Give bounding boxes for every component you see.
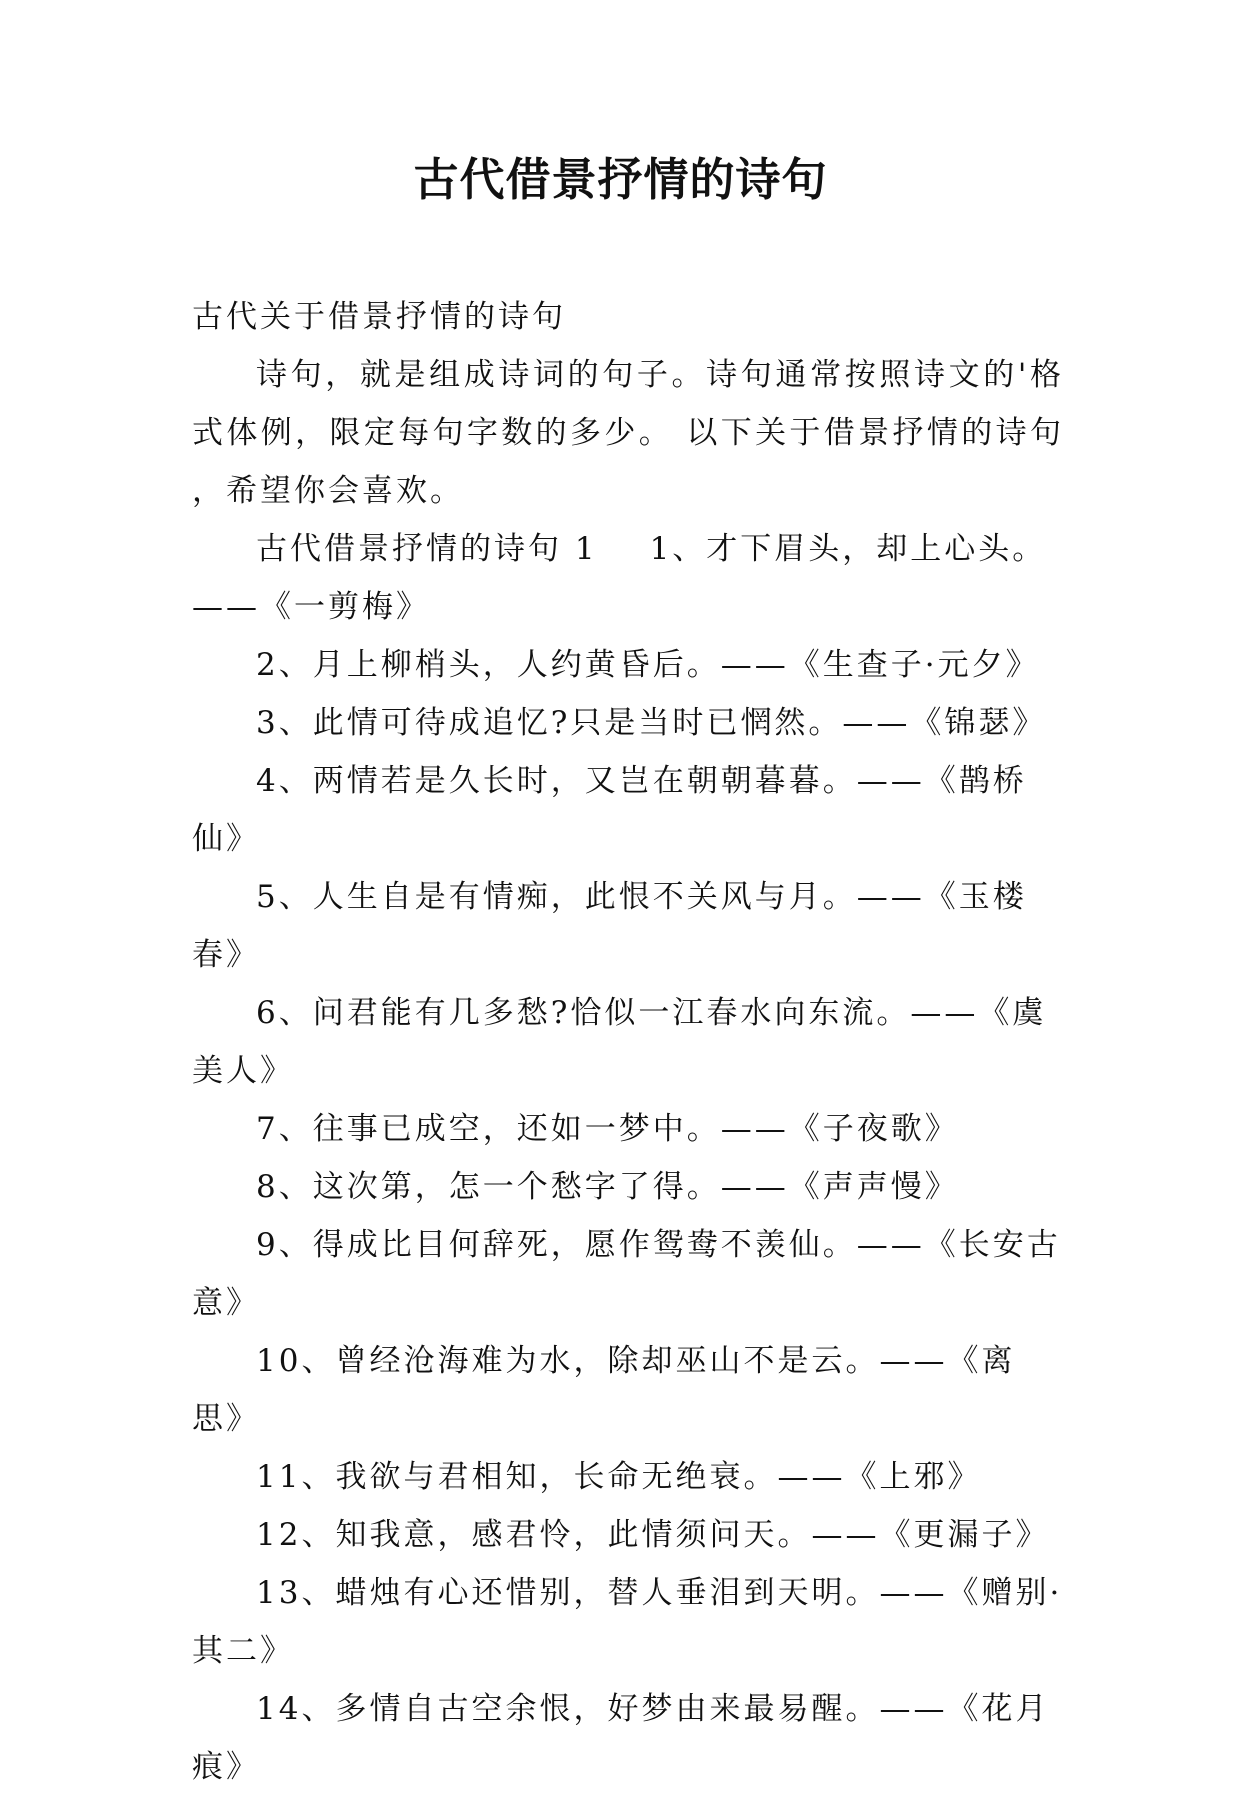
- poem-item: 6、问君能有几多愁?恰似一江春水向东流。——《虞美人》: [192, 995, 1047, 1089]
- poem-item: 7、往事已成空，还如一梦中。——《子夜歌》: [256, 1111, 959, 1147]
- section-heading: 古代借景抒情的诗句 1: [256, 531, 598, 567]
- section-heading-line: [192, 520, 1064, 578]
- poem-item: 5、人生自是有情痴，此恨不关风与月。——《玉楼春》: [192, 879, 1027, 973]
- poem-item: 2、月上柳梢头，人约黄昏后。——《生查子·元夕》: [256, 647, 1040, 683]
- poem-item: 9、得成比目何辞死，愿作鸳鸯不羡仙。——《长安古意》: [192, 1227, 1061, 1321]
- poem-item: 8、这次第，怎一个愁字了得。——《声声慢》: [256, 1169, 959, 1205]
- poem-item: 13、蜡烛有心还惜别，替人垂泪到天明。——《赠别·其二》: [192, 1575, 1063, 1669]
- document-subtitle: 古代关于借景抒情的诗句: [192, 299, 566, 335]
- poem-item-source: ——《一剪梅》: [192, 589, 430, 625]
- poem-item: 14、多情自古空余恨，好梦由来最易醒。——《花月痕》: [192, 1691, 1050, 1785]
- poem-item: 10、曾经沧海难为水，除却巫山不是云。——《离思》: [192, 1343, 1016, 1437]
- poem-item: 1、才下眉头，却上心头。: [649, 531, 1047, 567]
- poem-list: [192, 636, 1064, 1796]
- poem-item: 12、知我意，感君怜，此情须问天。——《更漏子》: [256, 1517, 1050, 1553]
- document-title: 古代借景抒情的诗句: [413, 153, 828, 206]
- intro-paragraph: 诗句，就是组成诗词的句子。诗句通常按照诗文的'格式体例，限定每句字数的多少。 以下关于借景抒情的诗句 ，希望你会喜欢。: [192, 357, 1064, 509]
- poem-item: 3、此情可待成追忆?只是当时已惘然。——《锦瑟》: [256, 705, 1047, 741]
- poem-item: 4、两情若是久长时，又岂在朝朝暮暮。——《鹊桥仙》: [192, 763, 1027, 857]
- document-body: [192, 288, 1064, 1796]
- poem-item: 11、我欲与君相知，长命无绝衰。——《上邪》: [256, 1459, 982, 1495]
